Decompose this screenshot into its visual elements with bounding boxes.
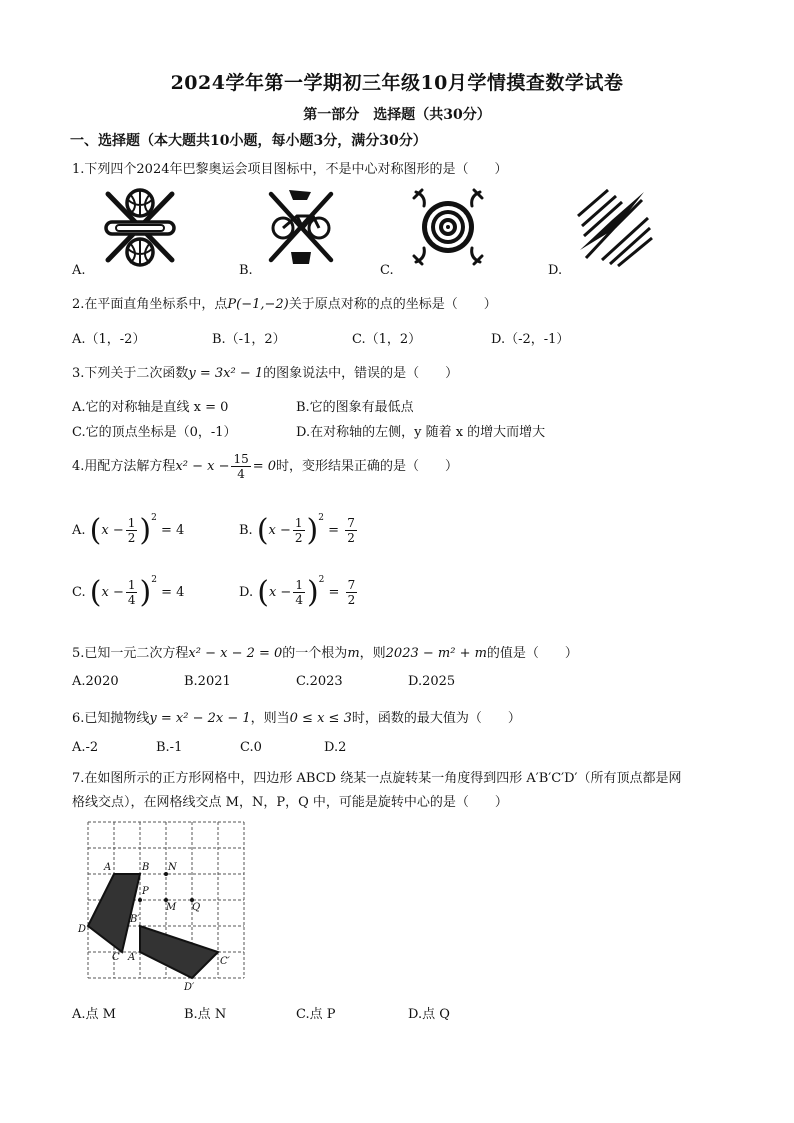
q4-option-b-rhs <box>345 516 357 545</box>
q4-eq-right: = 0 <box>252 459 277 474</box>
label-c-prime: C′ <box>220 956 230 967</box>
q4-option-b-letter: B. <box>239 523 253 538</box>
q5-root: m <box>347 646 360 661</box>
q4-option-c-x: x − <box>101 585 124 600</box>
q2-option-d: D.（-2，-1） <box>491 332 570 347</box>
q4-option-c-den: 4 <box>127 593 136 607</box>
label-a-prime: A′ <box>128 952 138 963</box>
q3-stem-pre: 3.下列关于二次函数 <box>72 366 189 381</box>
q5-expression: 2023 − m² + m <box>385 646 487 661</box>
q1-option-c: C. <box>380 263 394 278</box>
q4-option-a-eq: = <box>160 523 172 538</box>
q4-option-a-x: x − <box>101 523 124 538</box>
q4-option-c-frac <box>126 578 138 607</box>
exam-title: 2024学年第一学期初三年级10月学情摸查数学试卷 <box>170 72 624 94</box>
rotation-grid-figure <box>76 818 252 998</box>
q3-stem <box>72 362 458 381</box>
label-c: C <box>112 952 120 963</box>
q6-option-d: D.2 <box>324 740 347 755</box>
q4-stem-post: 时，变形结果正确的是（ ） <box>276 459 459 474</box>
q4-option-d-frac <box>293 578 305 607</box>
q7-stem-line2: 格线交点），在网格线交点 M，N，P，Q 中，可能是旋转中心的是（ ） <box>72 795 508 810</box>
q4-option-b-rnum: 7 <box>347 516 355 530</box>
q4-option-d-x: x − <box>268 585 292 600</box>
q4-option-c-rhs: 4 <box>176 585 185 600</box>
q6-stem-mid: ，则当 <box>250 711 290 726</box>
part-heading: 第一部分 选择题（共30分） <box>303 107 491 123</box>
q7-option-c: C.点 P <box>296 1007 336 1022</box>
q4-option-b-den: 2 <box>294 531 303 545</box>
q4-option-c-sq: 2 <box>151 575 157 585</box>
q4-option-d-sq: 2 <box>318 575 325 585</box>
q4-eq-fraction <box>231 452 250 481</box>
q6-option-c: C.0 <box>240 740 262 755</box>
q1-option-a: A. <box>72 263 86 278</box>
label-q: Q <box>192 902 201 913</box>
q4-option-c-eq: = <box>161 585 172 600</box>
q7-stem-line1: 7.在如图所示的正方形网格中，四边形 ABCD 绕某一点旋转某一角度得到四形 A′B′C′D′（所有顶点都是网 <box>72 771 682 786</box>
q3-stem-post: 的图象说法中，错误的是（ ） <box>263 366 459 381</box>
q5-stem <box>72 642 578 661</box>
label-a: A <box>104 862 112 873</box>
q2-point: P(−1,−2) <box>227 297 289 312</box>
q3-option-b: B.它的图象有最低点 <box>296 400 414 415</box>
q5-option-d: D.2025 <box>408 674 456 689</box>
q2-option-a: A.（1，-2） <box>72 332 146 347</box>
label-d-prime: D′ <box>184 982 195 993</box>
q3-option-d: D.在对称轴的左侧，y 随着 x 的增大而增大 <box>296 425 546 440</box>
label-b-prime: B′ <box>130 914 140 925</box>
q6-stem <box>72 707 521 726</box>
q4-option-d-eq: = <box>328 585 340 600</box>
q4-eq-den: 4 <box>237 467 245 481</box>
q6-option-b: B.-1 <box>156 740 183 755</box>
archery-target-icon <box>410 186 486 268</box>
q5-stem-post: 的值是（ ） <box>486 646 578 661</box>
label-n: N <box>168 862 177 873</box>
q6-stem-pre: 6.已知抛物线 <box>72 711 150 726</box>
q4-option-d-letter: D. <box>239 585 254 600</box>
q4-option-b-frac <box>293 516 305 545</box>
quadrilateral-a1b1c1d1 <box>140 926 218 978</box>
cycling-icon <box>265 186 337 268</box>
q3-function: y = 3x² − 1 <box>188 366 264 381</box>
q4-option-b-eq: = <box>328 523 340 538</box>
q7-option-a: A.点 M <box>72 1007 116 1022</box>
q4-option-d: D. (x − $\frac{1}{4}$ )$^2$ = $\frac{7}{2}$ <box>239 575 356 610</box>
q3-option-c: C.它的顶点坐标是（0，-1） <box>72 425 237 440</box>
q2-option-b: B.（-1，2） <box>212 332 286 347</box>
q4-option-c-num: 1 <box>127 578 136 592</box>
label-p: P <box>142 886 149 897</box>
q7-option-b: B.点 N <box>184 1007 227 1022</box>
label-b: B <box>142 862 150 873</box>
quadrilateral-abcd <box>88 874 140 952</box>
q4-option-c-letter: C. <box>72 585 86 600</box>
q4-option-a-letter: A. <box>72 523 86 538</box>
q5-stem-pre: 5.已知一元二次方程 <box>72 646 189 661</box>
q1-stem: 1.下列四个2024年巴黎奥运会项目图标中，不是中心对称图形的是（ ） <box>72 162 508 177</box>
q4-option-d-rden: 2 <box>347 593 356 607</box>
q1-option-d: D. <box>548 263 563 278</box>
q4-option-b-rden: 2 <box>347 531 355 545</box>
q5-stem-mid2: ，则 <box>359 646 386 661</box>
q4-stem <box>72 452 458 481</box>
q4-eq-left: x² − x − <box>175 459 230 474</box>
q4-option-b-x: x − <box>268 523 291 538</box>
q6-stem-post: 时，函数的最大值为（ ） <box>351 711 521 726</box>
q6-option-a: A.-2 <box>72 740 99 755</box>
q6-range: 0 ≤ x ≤ 3 <box>289 711 352 726</box>
q2-stem-post: 关于原点对称的点的坐标是（ ） <box>288 297 497 312</box>
q4-option-a-rhs: 4 <box>176 523 185 538</box>
label-d: D <box>78 924 87 935</box>
q6-function: y = x² − 2x − 1 <box>149 711 251 726</box>
q3-option-a: A.它的对称轴是直线 x = 0 <box>72 400 229 415</box>
q4-stem-pre: 4.用配方法解方程 <box>72 459 176 474</box>
q4-option-a-num: 1 <box>127 516 136 530</box>
q5-equation: x² − x − 2 = 0 <box>188 646 283 661</box>
q5-option-b: B.2021 <box>184 674 231 689</box>
q2-option-c: C.（1，2） <box>352 332 422 347</box>
q4-option-d-rnum: 7 <box>347 578 356 592</box>
fencing-icon <box>572 186 654 268</box>
q4-option-a-sq: 2 <box>151 513 157 523</box>
q1-option-b: B. <box>239 263 253 278</box>
q4-option-b-sq: 2 <box>318 513 324 523</box>
q4-option-c: C. (x − $\frac{1}{4}$ )$^2$ = 4 <box>72 575 185 610</box>
q5-stem-mid: 的一个根为 <box>282 646 348 661</box>
q4-option-d-rhs <box>346 578 358 607</box>
q4-option-a-frac <box>126 516 138 545</box>
basketball-icon <box>100 186 180 268</box>
q7-option-d: D.点 Q <box>408 1007 450 1022</box>
q4-option-a-den: 2 <box>127 531 136 545</box>
q4-option-b-num: 1 <box>294 516 303 530</box>
q5-option-a: A.2020 <box>72 674 119 689</box>
q2-stem <box>72 293 497 312</box>
q2-stem-pre: 2.在平面直角坐标系中，点 <box>72 297 228 312</box>
q4-option-b: B. (x − $\frac{1}{2}$ )$^2$ = $\frac{7}{2}$ <box>239 513 355 548</box>
label-m: M <box>166 902 177 913</box>
section-heading: 一、选择题（本大题共10小题，每小题3分，满分30分） <box>70 133 427 149</box>
q4-option-d-den: 4 <box>295 593 303 607</box>
q4-option-d-num: 1 <box>295 578 303 592</box>
q5-option-c: C.2023 <box>296 674 343 689</box>
q4-option-a: A. (x − $\frac{1}{2}$ )$^2$ = 4 <box>72 513 185 548</box>
q4-eq-num: 15 <box>233 452 249 466</box>
